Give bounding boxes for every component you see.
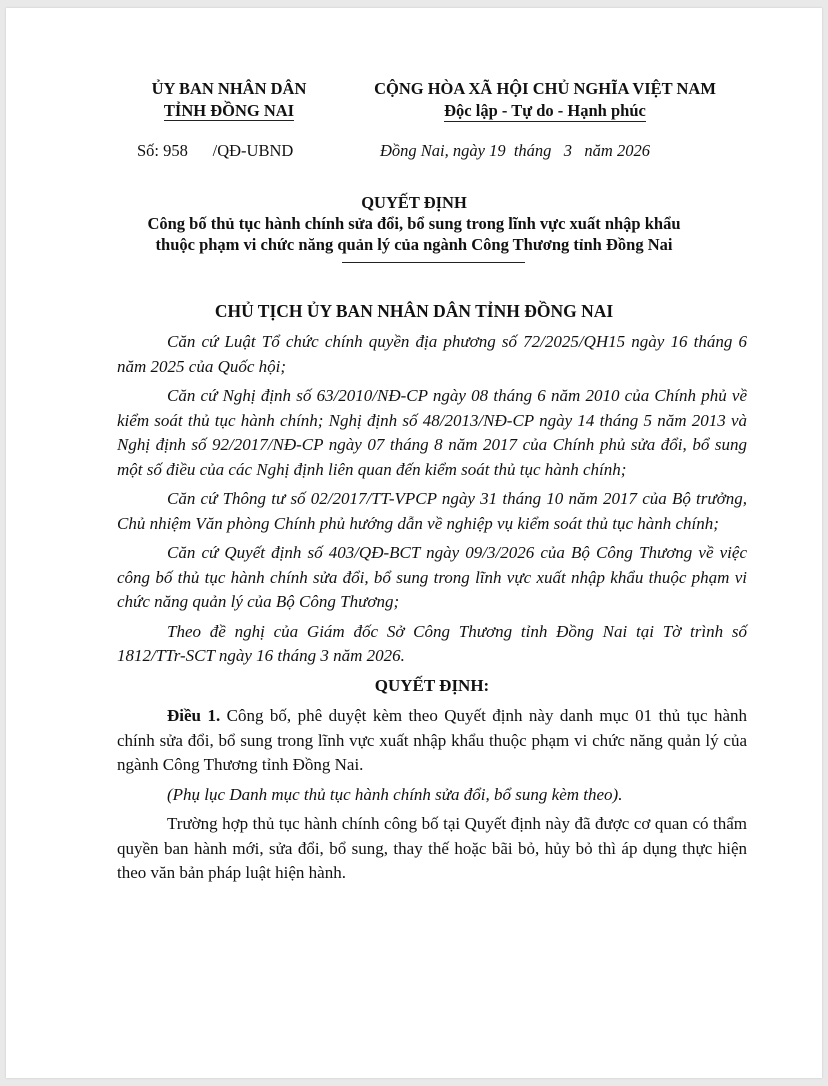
issuing-agency xyxy=(116,78,342,122)
article-1-text: Công bố, phê duyệt kèm theo Quyết định này danh mục 01 thủ tục hành chính sửa đổi, bổ sung trong lĩnh vực xuất nhập khẩu thuộc phạm vi chức năng quản lý của ngành Công Thương tỉnh Đồng Nai. xyxy=(117,706,748,774)
agency-line-1: ỦY BAN NHÂN DÂN xyxy=(151,79,307,98)
legal-basis-1: Căn cứ Luật Tổ chức chính quyền địa phương số 72/2025/QH15 ngày 16 tháng 6 năm 2025 của Quốc hội; xyxy=(117,332,747,376)
article-1-note: Trường hợp thủ tục hành chính công bố tại Quyết định này đã được cơ quan có thẩm quyền ban hành mới, sửa đổi, bổ sung, thay thế hoặc bãi bỏ, hủy bỏ thì áp dụng thực hiện theo văn bản pháp luật hiện hành. xyxy=(117,814,747,882)
national-motto xyxy=(350,78,740,122)
authority-heading: CHỦ TỊCH ỦY BAN NHÂN DÂN TỈNH ĐỒNG NAI xyxy=(214,301,614,321)
title-line-2: thuộc phạm vi chức năng quản lý của ngành Công Thương tỉnh Đồng Nai xyxy=(155,235,673,254)
nation-line-2: Độc lập - Tự do - Hạnh phúc xyxy=(444,101,646,120)
legal-basis-2: Căn cứ Nghị định số 63/2010/NĐ-CP ngày 08 tháng 6 năm 2010 của Chính phủ về kiểm soát thủ tục hành chính; Nghị định số 48/2013/NĐ-CP ngày 14 tháng 5 năm 2013 và Nghị định số 92/2017/NĐ-CP ngày 07 tháng 8 năm 2017 của Chính phủ sửa đổi, bổ sung một số điều của các Nghị định liên quan đến kiểm soát thủ tục hành chính; xyxy=(117,386,747,479)
decision-heading: QUYẾT ĐỊNH: xyxy=(374,675,490,695)
legal-basis-5: Theo đề nghị của Giám đốc Sở Công Thương tỉnh Đồng Nai tại Tờ trình số 1812/TTr-SCT ngày 16 tháng 3 năm 2026. xyxy=(117,621,747,665)
title-divider xyxy=(342,262,525,263)
article-1-label: Điều 1. xyxy=(167,706,221,725)
article-1 xyxy=(117,704,747,778)
document-title xyxy=(0,192,828,255)
document-body xyxy=(117,330,747,891)
legal-basis-4: Căn cứ Quyết định số 403/QĐ-BCT ngày 09/3/2026 của Bộ Công Thương về việc công bố thủ tục hành chính sửa đổi, bổ sung trong lĩnh vực xuất nhập khẩu thuộc phạm vi chức năng quản lý của Bộ Công Thương; xyxy=(117,543,747,611)
document-number: Số: 958 /QĐ-UBND xyxy=(137,141,294,160)
legal-basis-3: Căn cứ Thông tư số 02/2017/TT-VPCP ngày 31 tháng 10 năm 2017 của Bộ trưởng, Chủ nhiệm Văn phòng Chính phủ hướng dẫn về nghiệp vụ kiểm soát thủ tục hành chính; xyxy=(117,489,747,533)
appendix-note: (Phụ lục Danh mục thủ tục hành chính sửa đổi, bổ sung kèm theo). xyxy=(167,784,623,804)
agency-line-2: TỈNH ĐỒNG NAI xyxy=(163,101,295,120)
title-heading: QUYẾT ĐỊNH xyxy=(361,193,467,212)
title-line-1: Công bố thủ tục hành chính sửa đổi, bổ sung trong lĩnh vực xuất nhập khẩu xyxy=(147,214,681,233)
nation-line-1: CỘNG HÒA XÃ HỘI CHỦ NGHĨA VIỆT NAM xyxy=(374,79,716,98)
document-date: Đồng Nai, ngày 19 tháng 3 năm 2026 xyxy=(380,141,650,160)
